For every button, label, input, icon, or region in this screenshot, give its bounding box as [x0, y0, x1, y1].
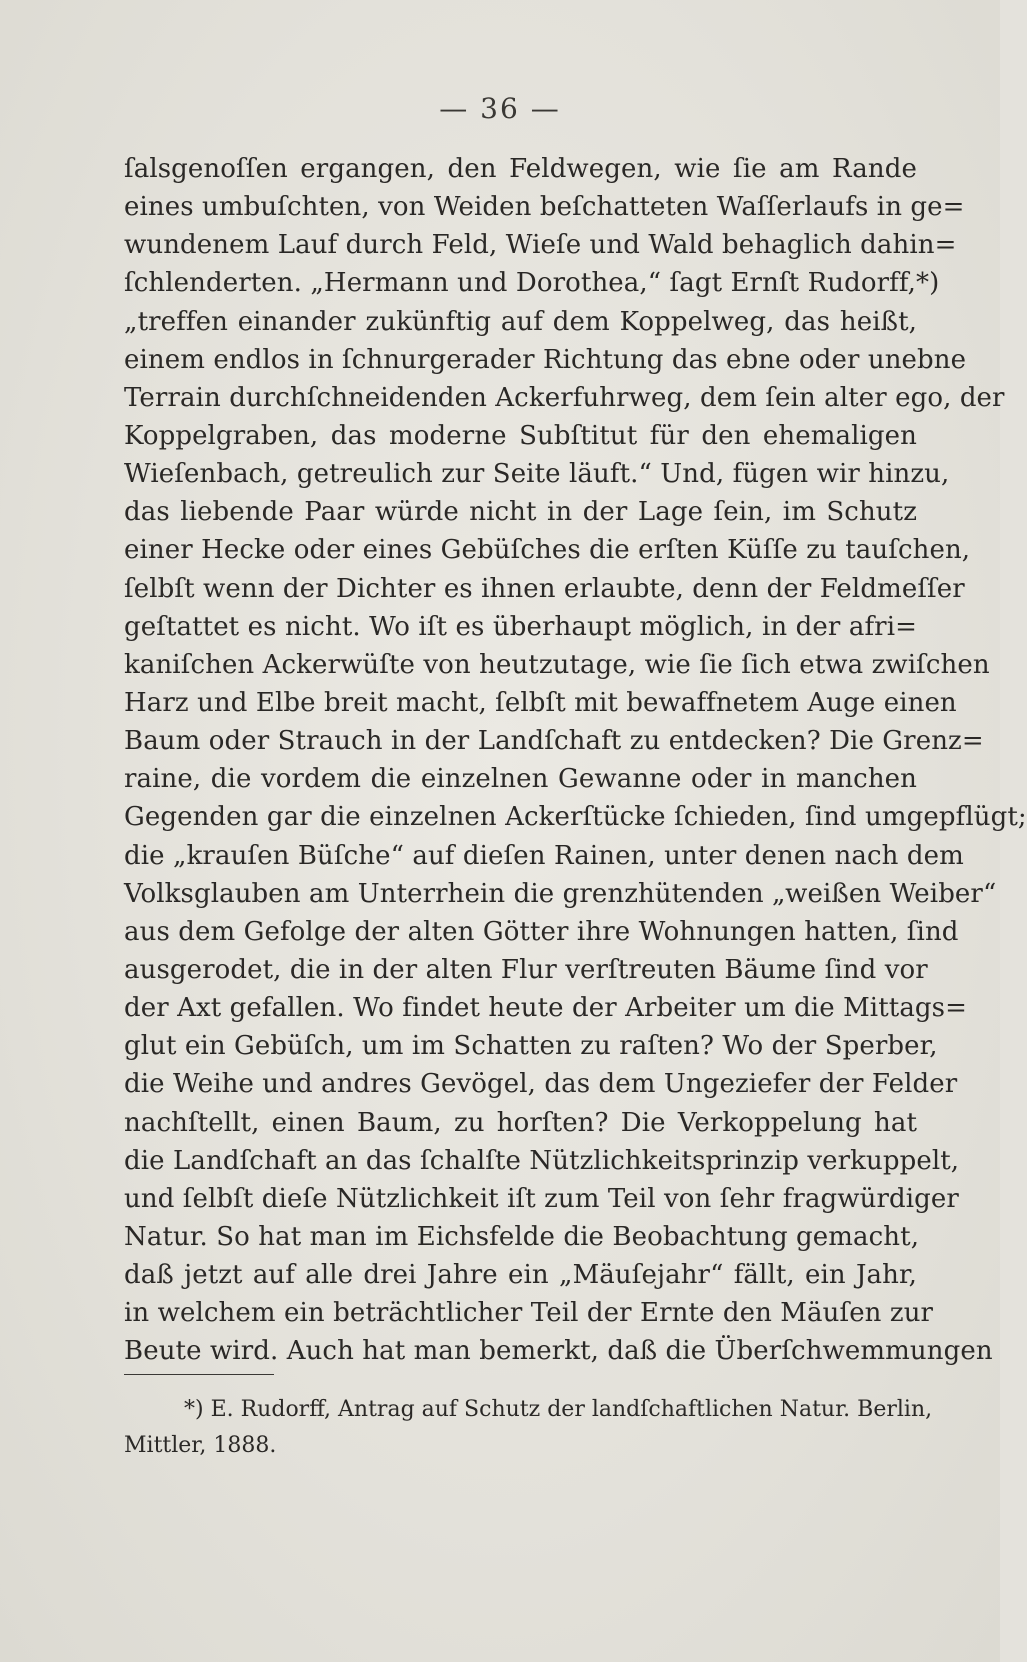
text-line: Baum oder Strauch in der Landſchaft zu entdecken? Die Grenz=	[124, 726, 984, 757]
text-line: aus dem Gefolge der alten Götter ihre Wohnungen hatten, ſind	[124, 916, 959, 947]
body-text	[124, 150, 1027, 1371]
text-line: Volksglauben am Unterrhein die grenzhütenden „weißen Weiber“	[124, 878, 997, 909]
text-line: kaniſchen Ackerwüſte von heutzutage, wie ſie ſich etwa zwiſchen	[124, 649, 990, 680]
text-line: die Weihe und andres Gevögel, das dem Ungeziefer der Felder	[124, 1069, 958, 1100]
text-line: Harz und Elbe breit macht, ſelbſt mit bewaffnetem Auge einen	[124, 687, 957, 718]
footnote	[124, 1392, 933, 1464]
text-line: Koppelgraben, das moderne Subſtitut für den ehemaligen	[124, 420, 917, 451]
text-line: das liebende Paar würde nicht in der Lage ſein, im Schutz	[124, 497, 917, 528]
text-line: Terrain durchſchneidenden Ackerfuhrweg, dem ſein alter ego, der	[124, 382, 1005, 413]
footnote-line: *) E. Rudorff, Antrag auf Schutz der landſchaftlichen Natur. Berlin,	[184, 1397, 933, 1422]
text-line: die „krauſen Büſche“ auf dieſen Rainen, unter denen nach dem	[124, 840, 964, 871]
text-line: nachſtellt, einen Baum, zu horſten? Die Verkoppelung hat	[124, 1107, 917, 1138]
text-line: glut ein Gebüſch, um im Schatten zu raſten? Wo der Sperber,	[124, 1031, 938, 1062]
text-line: ausgerodet, die in der alten Flur verſtreuten Bäume ſind vor	[124, 954, 928, 985]
text-line: Natur. So hat man im Eichsfelde die Beobachtung gemacht,	[124, 1221, 920, 1252]
text-line: „treffen einander zukünftig auf dem Koppelweg, das heißt,	[124, 306, 917, 337]
text-line: einem endlos in ſchnurgerader Richtung das ebne oder unebne	[124, 344, 967, 375]
text-line: daß jetzt auf alle drei Jahre ein „Mäuſejahr“ fällt, ein Jahr,	[124, 1260, 917, 1291]
text-line: die Landſchaft an das ſchalſte Nützlichkeitsprinzip verkuppelt,	[124, 1145, 960, 1176]
text-line: und ſelbſt dieſe Nützlichkeit iſt zum Teil von ſehr fragwürdiger	[124, 1183, 959, 1214]
page-number: — 36 —	[439, 92, 561, 125]
footnote-separator	[124, 1374, 274, 1375]
text-line: raine, die vordem die einzelnen Gewanne oder in manchen	[124, 764, 917, 795]
text-line: einer Hecke oder eines Gebüſches die erſten Küſſe zu tauſchen,	[124, 535, 971, 566]
text-line: wundenem Lauf durch Feld, Wieſe und Wald behaglich dahin=	[124, 230, 957, 261]
text-line: in welchem ein beträchtlicher Teil der Ernte den Mäuſen zur	[124, 1298, 934, 1329]
text-line: ſalsgenoſſen ergangen, den Feldwegen, wie ſie am Rande	[124, 154, 917, 184]
text-line: Beute wird. Auch hat man bemerkt, daß die Überſchwemmungen	[124, 1336, 993, 1367]
text-line: der Axt gefallen. Wo findet heute der Arbeiter um die Mittags=	[124, 993, 967, 1024]
text-line: Gegenden gar die einzelnen Ackerſtücke ſchieden, ſind umgepflügt;	[124, 802, 1027, 833]
text-line: ſchlenderten. „Hermann und Dorothea,“ ſagt Ernſt Rudorff,*)	[124, 268, 940, 299]
text-line: Wieſenbach, getreulich zur Seite läuft.“ Und, fügen wir hinzu,	[124, 459, 950, 490]
footnote-line: Mittler, 1888.	[124, 1433, 277, 1458]
text-line: geſtattet es nicht. Wo iſt es überhaupt möglich, in der afri=	[124, 611, 917, 642]
text-line: eines umbuſchten, von Weiden beſchatteten Waſſerlaufs in ge=	[124, 192, 965, 223]
text-line: ſelbſt wenn der Dichter es ihnen erlaubte, denn der Feldmeſſer	[124, 573, 965, 604]
